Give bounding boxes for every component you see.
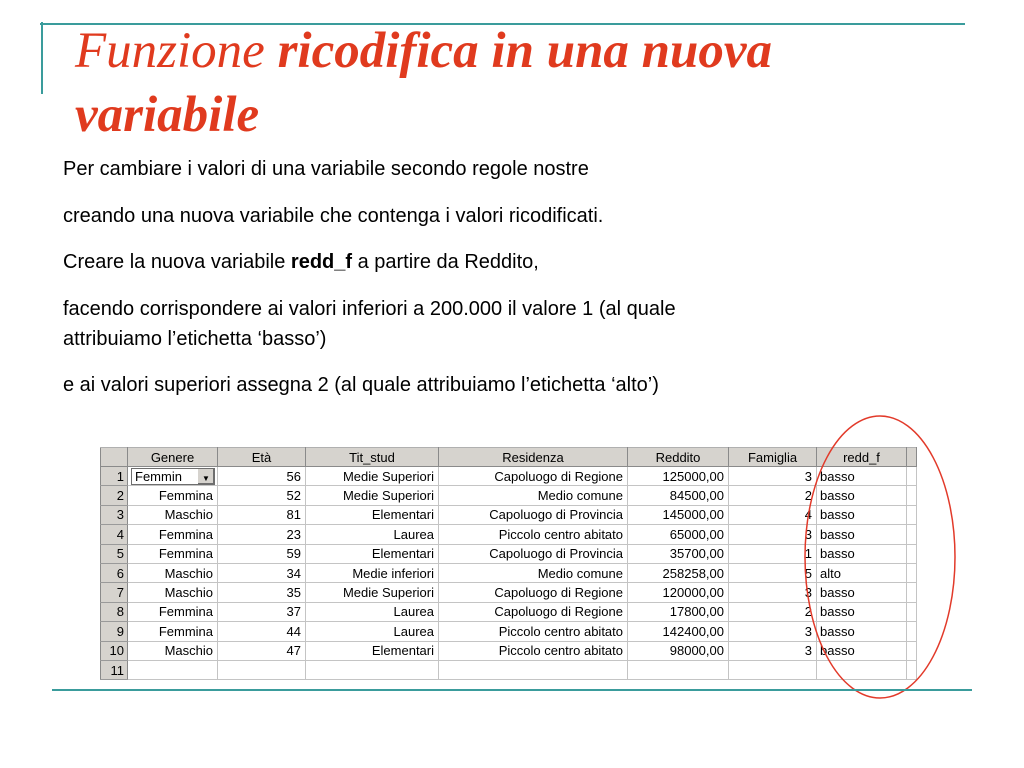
slide-body (63, 154, 963, 417)
table-row (101, 505, 917, 524)
cell-reddito[interactable]: 84500,00 (628, 486, 729, 505)
column-header-tit-stud[interactable]: Tit_stud (306, 448, 439, 467)
cell-famiglia[interactable]: 4 (729, 505, 817, 524)
column-header-reddito[interactable]: Reddito (628, 448, 729, 467)
cell-tit-stud[interactable]: Elementari (306, 544, 439, 563)
column-header-eta[interactable]: Età (218, 448, 306, 467)
cell-eta[interactable]: 81 (218, 505, 306, 524)
row-header[interactable]: 9 (101, 622, 128, 641)
cell-genere[interactable]: Maschio (128, 563, 218, 582)
cell-empty[interactable] (907, 622, 917, 641)
table-row (101, 525, 917, 544)
cell-tit-stud[interactable]: Laurea (306, 525, 439, 544)
row-header[interactable]: 10 (101, 641, 128, 660)
table-row (101, 641, 917, 660)
cell-empty[interactable] (907, 505, 917, 524)
cell-redd-f[interactable]: basso (817, 602, 907, 621)
cell-genere[interactable]: Femmina (128, 486, 218, 505)
row-header[interactable]: 5 (101, 544, 128, 563)
cell-famiglia[interactable]: 2 (729, 486, 817, 505)
data-view-screenshot (100, 447, 916, 678)
column-header-residenza[interactable]: Residenza (439, 448, 628, 467)
header-row (101, 448, 917, 467)
cell-tit-stud[interactable]: Elementari (306, 505, 439, 524)
cell-eta[interactable]: 35 (218, 583, 306, 602)
cell-empty[interactable] (907, 486, 917, 505)
row-header[interactable]: 2 (101, 486, 128, 505)
dropdown-button[interactable] (197, 469, 214, 484)
chevron-down-icon: ▼ (202, 473, 210, 483)
cell-residenza[interactable]: Piccolo centro abitato (439, 525, 628, 544)
table-row (101, 467, 917, 486)
cell-residenza[interactable]: Medio comune (439, 563, 628, 582)
row-header[interactable]: 6 (101, 563, 128, 582)
cell-residenza[interactable]: Capoluogo di Regione (439, 467, 628, 486)
cell-famiglia[interactable]: 3 (729, 525, 817, 544)
cell-empty[interactable] (218, 660, 306, 679)
column-header-redd-f[interactable]: redd_f (817, 448, 907, 467)
cell-residenza[interactable]: Capoluogo di Regione (439, 602, 628, 621)
table-row-partial (101, 660, 917, 679)
cell-famiglia[interactable]: 5 (729, 563, 817, 582)
cell-empty[interactable] (907, 583, 917, 602)
cell-tit-stud[interactable]: Laurea (306, 622, 439, 641)
cell-empty[interactable] (439, 660, 628, 679)
row-header[interactable]: 4 (101, 525, 128, 544)
cell-reddito[interactable]: 125000,00 (628, 467, 729, 486)
cell-redd-f[interactable]: alto (817, 563, 907, 582)
row-header[interactable]: 1 (101, 467, 128, 486)
table-row (101, 602, 917, 621)
row-header[interactable]: 8 (101, 602, 128, 621)
cell-famiglia[interactable]: 3 (729, 583, 817, 602)
cell-reddito[interactable]: 35700,00 (628, 544, 729, 563)
cell-tit-stud[interactable]: Laurea (306, 602, 439, 621)
cell-empty[interactable] (306, 660, 439, 679)
paragraph-4 (63, 294, 963, 354)
cell-famiglia[interactable]: 3 (729, 622, 817, 641)
title-bold-line2: variabile (75, 87, 260, 143)
cell-genere[interactable]: Femmina (128, 544, 218, 563)
slide-title (75, 19, 772, 147)
bottom-rule (52, 689, 972, 691)
cell-genere[interactable] (128, 467, 218, 486)
cell-empty[interactable] (907, 660, 917, 679)
cell-tit-stud[interactable]: Medie Superiori (306, 583, 439, 602)
corner-cell[interactable] (101, 448, 128, 467)
cell-residenza[interactable]: Piccolo centro abitato (439, 641, 628, 660)
paragraph-3-after: a partire da Reddito, (352, 251, 539, 273)
paragraph-1: Per cambiare i valori di una variabile secondo regole nostre (63, 158, 589, 180)
cell-empty[interactable] (817, 660, 907, 679)
cell-eta[interactable]: 23 (218, 525, 306, 544)
table-row (101, 486, 917, 505)
cell-eta[interactable]: 56 (218, 467, 306, 486)
cell-eta[interactable]: 34 (218, 563, 306, 582)
cell-residenza[interactable]: Capoluogo di Provincia (439, 544, 628, 563)
cell-tit-stud[interactable]: Elementari (306, 641, 439, 660)
cell-genere[interactable]: Maschio (128, 505, 218, 524)
cell-famiglia[interactable]: 3 (729, 467, 817, 486)
cell-famiglia[interactable]: 2 (729, 602, 817, 621)
paragraph-4-line-2: attribuiamo l’etichetta ‘basso’) (63, 327, 327, 350)
cell-empty[interactable] (907, 563, 917, 582)
paragraph-2: creando una nuova variabile che contenga i valori ricodificati. (63, 204, 604, 227)
cell-reddito[interactable]: 120000,00 (628, 583, 729, 602)
cell-redd-f[interactable]: basso (817, 622, 907, 641)
cell-empty[interactable] (128, 660, 218, 679)
variable-name-bold: redd_f (290, 251, 353, 273)
cell-empty[interactable] (729, 660, 817, 679)
cell-reddito[interactable]: 258258,00 (628, 563, 729, 582)
cell-genere[interactable]: Femmina (128, 602, 218, 621)
column-header-famiglia[interactable]: Famiglia (729, 448, 817, 467)
column-header-empty[interactable] (907, 448, 917, 467)
cell-eta[interactable]: 44 (218, 622, 306, 641)
cell-eta[interactable]: 37 (218, 602, 306, 621)
cell-tit-stud[interactable]: Medie Superiori (306, 467, 439, 486)
cell-residenza[interactable]: Capoluogo di Provincia (439, 505, 628, 524)
cell-empty[interactable] (628, 660, 729, 679)
title-bold-line1: ricodifica in una nuova (277, 23, 773, 79)
cell-eta[interactable]: 52 (218, 486, 306, 505)
cell-redd-f[interactable]: basso (817, 467, 907, 486)
cell-famiglia[interactable]: 1 (729, 544, 817, 563)
cell-eta[interactable]: 47 (218, 641, 306, 660)
cell-redd-f[interactable]: basso (817, 641, 907, 660)
cell-reddito[interactable]: 98000,00 (628, 641, 729, 660)
left-rule (41, 22, 43, 94)
cell-genere[interactable]: Maschio (128, 641, 218, 660)
title-regular: Funzione (75, 23, 265, 79)
data-grid (100, 447, 917, 680)
cell-genere[interactable]: Femmina (128, 622, 218, 641)
cell-eta[interactable]: 59 (218, 544, 306, 563)
cell-residenza[interactable]: Capoluogo di Regione (439, 583, 628, 602)
table-row (101, 622, 917, 641)
column-header-genere[interactable]: Genere (128, 448, 218, 467)
cell-empty[interactable] (907, 602, 917, 621)
paragraph-5: e ai valori superiori assegna 2 (al quale attribuiamo l’etichetta ‘alto’) (63, 374, 659, 396)
table-row (101, 544, 917, 563)
genere-dropdown[interactable] (131, 468, 215, 485)
cell-tit-stud[interactable]: Medie inferiori (306, 563, 439, 582)
paragraph-3-before: Creare la nuova variabile (63, 251, 291, 273)
cell-famiglia[interactable]: 3 (729, 641, 817, 660)
cell-reddito[interactable]: 142400,00 (628, 622, 729, 641)
cell-reddito[interactable]: 17800,00 (628, 602, 729, 621)
cell-reddito[interactable]: 65000,00 (628, 525, 729, 544)
cell-residenza[interactable]: Medio comune (439, 486, 628, 505)
cell-empty[interactable] (907, 467, 917, 486)
row-header[interactable]: 7 (101, 583, 128, 602)
grid-body (101, 467, 917, 680)
row-header[interactable]: 11 (101, 660, 128, 679)
cell-redd-f[interactable]: basso (817, 486, 907, 505)
table-row (101, 563, 917, 582)
cell-redd-f[interactable]: basso (817, 544, 907, 563)
paragraph-4-line-1: facendo corrispondere ai valori inferiori a 200.000 il valore 1 (al quale (63, 297, 676, 320)
cell-genere[interactable]: Maschio (128, 583, 218, 602)
cell-residenza[interactable]: Piccolo centro abitato (439, 622, 628, 641)
row-header[interactable]: 3 (101, 505, 128, 524)
cell-empty[interactable] (907, 544, 917, 563)
cell-redd-f[interactable]: basso (817, 583, 907, 602)
cell-reddito[interactable]: 145000,00 (628, 505, 729, 524)
cell-redd-f[interactable]: basso (817, 505, 907, 524)
table-row (101, 583, 917, 602)
cell-empty[interactable] (907, 525, 917, 544)
cell-redd-f[interactable]: basso (817, 525, 907, 544)
cell-tit-stud[interactable]: Medie Superiori (306, 486, 439, 505)
cell-genere[interactable]: Femmina (128, 525, 218, 544)
cell-empty[interactable] (907, 641, 917, 660)
dropdown-value: Femmin (135, 468, 182, 484)
paragraph-3 (63, 247, 963, 277)
grid-header (101, 448, 917, 467)
